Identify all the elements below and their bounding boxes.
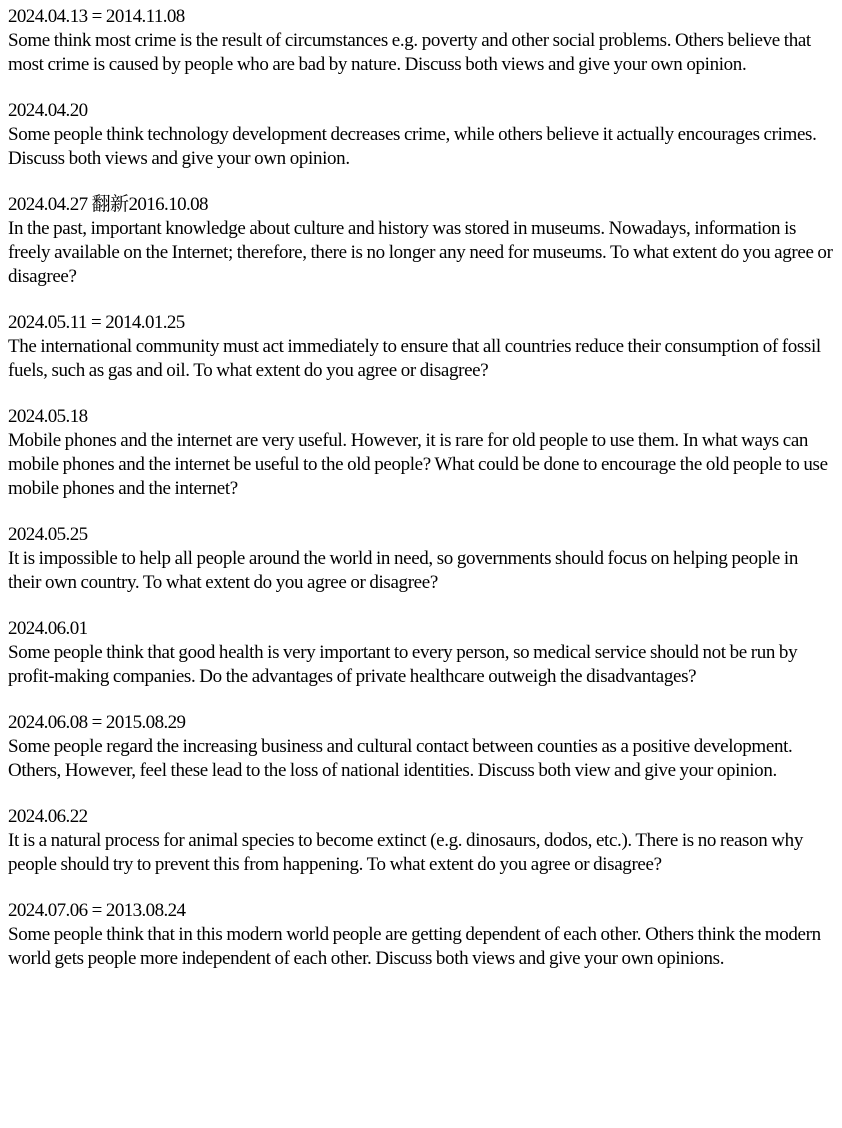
entry-prompt: In the past, important knowledge about culture and history was stored in museums. Nowadays, information is freely available on the Internet; therefore, there is no longer any need for museums. To what extent do you agree or disagree?: [8, 218, 833, 287]
entry-date: 2024.04.20: [8, 100, 88, 121]
entry-prompt: Some think most crime is the result of circumstances e.g. poverty and other social problems. Others believe that most crime is caused by people who are bad by nature. Discuss both views and give your own opinion.: [8, 30, 811, 75]
entry-date: 2024.06.22: [8, 806, 88, 827]
entry-prompt: Some people regard the increasing business and cultural contact between counties as a positive development. Others, However, feel these lead to the loss of national identities. Discuss both view and give your opinion.: [8, 736, 793, 781]
entry-prompt: It is impossible to help all people around the world in need, so governments should focus on helping people in their own country. To what extent do you agree or disagree?: [8, 548, 798, 593]
essay-topic-entry: [8, 899, 834, 971]
entry-prompt: Some people think technology development decreases crime, while others believe it actually encourages crimes. Discuss both views and give your own opinion.: [8, 124, 817, 169]
essay-topic-entry: [8, 99, 834, 171]
essay-topic-entry: [8, 617, 834, 689]
entry-date: 2024.07.06 = 2013.08.24: [8, 900, 186, 921]
essay-topic-entry: [8, 405, 834, 501]
entry-prompt: Some people think that in this modern world people are getting dependent of each other. Others think the modern world gets people more independent of each other. Discuss both views and give your own opinions.: [8, 924, 821, 969]
entry-date: 2024.04.27 翻新2016.10.08: [8, 194, 208, 215]
essay-topic-entry: [8, 523, 834, 595]
essay-topic-entry: [8, 805, 834, 877]
entry-prompt: The international community must act immediately to ensure that all countries reduce their consumption of fossil fuels, such as gas and oil. To what extent do you agree or disagree?: [8, 336, 821, 381]
entry-prompt: It is a natural process for animal species to become extinct (e.g. dinosaurs, dodos, etc.). There is no reason why people should try to prevent this from happening. To what extent do you agree or disagree?: [8, 830, 803, 875]
entry-prompt: Some people think that good health is very important to every person, so medical service should not be run by profit-making companies. Do the advantages of private healthcare outweigh the disadvantages?: [8, 642, 798, 687]
entry-prompt: Mobile phones and the internet are very useful. However, it is rare for old people to use them. In what ways can mobile phones and the internet be useful to the old people? What could be done to encourage the old people to use mobile phones and the internet?: [8, 430, 828, 499]
entry-date: 2024.06.01: [8, 618, 88, 639]
entry-date: 2024.05.25: [8, 524, 88, 545]
essay-topic-entry: [8, 193, 834, 289]
essay-topic-entry: [8, 711, 834, 783]
entry-date: 2024.05.11 = 2014.01.25: [8, 312, 185, 333]
essay-topic-entry: [8, 5, 834, 77]
essay-topic-entry: [8, 311, 834, 383]
entry-date: 2024.04.13 = 2014.11.08: [8, 6, 185, 27]
entry-date: 2024.05.18: [8, 406, 88, 427]
entry-date: 2024.06.08 = 2015.08.29: [8, 712, 186, 733]
